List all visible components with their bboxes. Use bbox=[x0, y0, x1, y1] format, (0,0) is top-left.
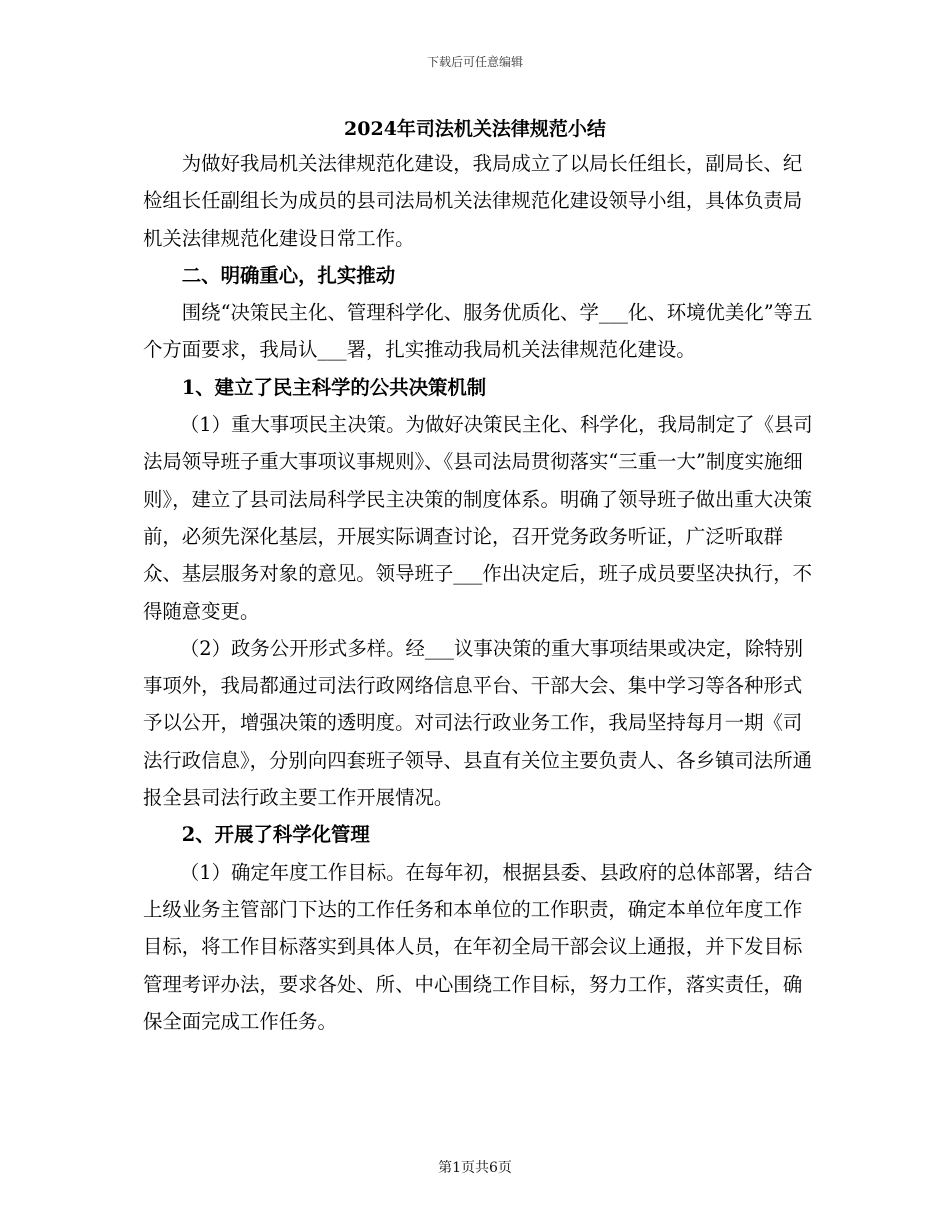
subsection-heading-1: 1、建立了民主科学的公共决策机制 bbox=[181, 375, 487, 399]
document-title: 2024年司法机关法律规范小结 bbox=[344, 118, 606, 140]
item-public-affairs-paragraph: （2）政务公开形式多样。经___议事决策的重大事项结果或决定，除特别事项外，我局都通过司法行政网络信息平台、干部大会、集中学习等各种形式予以公开，增强决策的透明度。对司法行政业务工作，我局坚持每月一期《司法行政信息》，分别向四套班子领导、县直有关位主要负责人、各乡镇司法所通报全县司法行政主要工作开展情况。 bbox=[143, 636, 812, 810]
section-heading-2: 二、明确重心，扎实推动 bbox=[181, 263, 396, 287]
section-2-intro-paragraph: 围绕“决策民主化、管理科学化、服务优质化、学___化、环境优美化”等五个方面要求，我局认___署，扎实推动我局机关法律规范化建设。 bbox=[143, 301, 813, 362]
item-annual-goals-paragraph: （1）确定年度工作目标。在每年初，根据县委、县政府的总体部署，结合上级业务主管部门下达的工作任务和本单位的工作职责，确定本单位年度工作目标，将工作目标落实到具体人员，在年初全局干部会议上通报，并下发目标管理考评办法，要求各处、所、中心围绕工作目标，努力工作，落实责任，确保全面完成工作任务。 bbox=[143, 860, 813, 1033]
page-footer: 第1页共6页 bbox=[438, 1160, 512, 1176]
document-body bbox=[143, 145, 815, 1040]
intro-paragraph: 为做好我局机关法律规范化建设，我局成立了以局长任组长，副局长、纪检组长任副组长为成员的县司法局机关法律规范化建设领导小组，具体负责局机关法律规范化建设日常工作。 bbox=[143, 152, 803, 250]
page-header: 下载后可任意编辑 bbox=[426, 55, 523, 69]
subsection-heading-2: 2、开展了科学化管理 bbox=[181, 823, 370, 847]
item-major-decisions-paragraph: （1）重大事项民主决策。为做好决策民主化、科学化，我局制定了《县司法局领导班子重大事项议事规则》、《县司法局贯彻落实“三重一大”制度实施细则》，建立了县司法局科学民主决策的制度体系。明确了领导班子做出重大决策前，必须先深化基层，开展实际调查讨论，召开党务政务听证，广泛听取群众、基层服务对象的意见。领导班子___作出决定后，班子成员要坚决执行，不得随意变更。 bbox=[143, 413, 813, 623]
